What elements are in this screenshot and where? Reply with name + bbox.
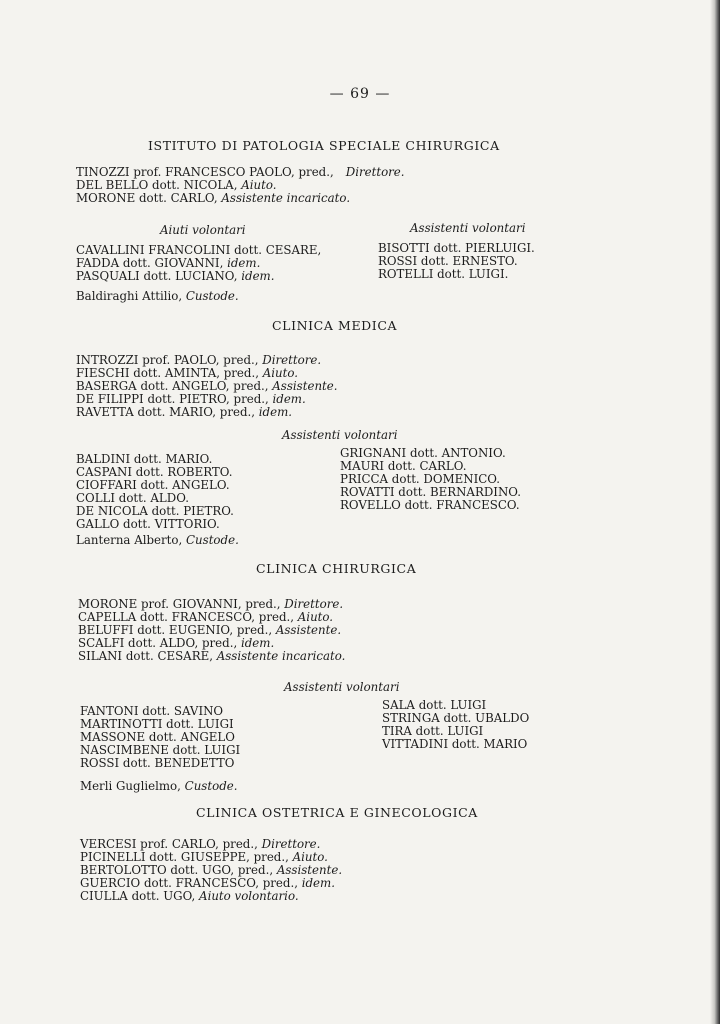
- staff-list: [78, 598, 345, 663]
- list-item: ROSSI dott. BENEDETTO: [80, 755, 235, 770]
- staff-line: BELUFFI dott. EUGENIO, pred., Assistente.: [78, 622, 342, 637]
- list-item: DE NICOLA dott. PIETRO.: [76, 503, 234, 518]
- left-list: [76, 453, 234, 530]
- staff-line: DEL BELLO dott. NICOLA, Aiuto.: [76, 178, 277, 192]
- list-item: TIRA dott. LUIGI: [382, 723, 484, 738]
- staff-line: RAVETTA dott. MARIO, pred., idem.: [76, 404, 293, 419]
- staff-line: TINOZZI prof. FRANCESCO PAOLO, pred., Direttore.: [76, 165, 405, 179]
- staff-line: PICINELLI dott. GIUSEPPE, pred., Aiuto.: [80, 849, 328, 864]
- list-item: MASSONE dott. ANGELO: [80, 729, 235, 744]
- list-item: STRINGA dott. UBALDO: [382, 710, 530, 725]
- subheading-assistenti-volontari: Assistenti volontari: [284, 680, 400, 694]
- list-item: ROTELLI dott. LUIGI.: [378, 266, 509, 281]
- page-number: — 69 —: [329, 86, 391, 102]
- custode-line: Baldiraghi Attilio, Custode.: [76, 289, 239, 303]
- left-list: [76, 244, 321, 283]
- staff-list: [80, 838, 342, 903]
- staff-line: DE FILIPPI dott. PIETRO, pred., idem.: [76, 391, 306, 406]
- staff-line: MORONE prof. GIOVANNI, pred., Direttore.: [78, 597, 344, 611]
- list-item: VITTADINI dott. MARIO: [382, 736, 528, 751]
- staff-line: CAPELLA dott. FRANCESCO, pred., Aiuto.: [78, 609, 334, 624]
- list-item: GRIGNANI dott. ANTONIO.: [340, 446, 506, 460]
- list-item: GALLO dott. VITTORIO.: [76, 516, 220, 531]
- staff-line: VERCESI prof. CARLO, pred., Direttore.: [80, 837, 321, 851]
- list-item: ROSSI dott. ERNESTO.: [378, 253, 518, 268]
- list-item: CIOFFARI dott. ANGELO.: [76, 477, 230, 492]
- subheading-aiuti-volontari: Aiuti volontari: [160, 223, 246, 237]
- staff-line: GUERCIO dott. FRANCESCO, pred., idem.: [80, 875, 335, 890]
- left-list: [80, 705, 240, 770]
- list-item: COLLI dott. ALDO.: [76, 490, 189, 505]
- staff-line: SCALFI dott. ALDO, pred., idem.: [78, 635, 275, 650]
- section-title: CLINICA MEDICA: [272, 318, 398, 333]
- subheading-assistenti-volontari: Assistenti volontari: [282, 428, 398, 442]
- section-title: ISTITUTO DI PATOLOGIA SPECIALE CHIRURGICA: [148, 138, 500, 153]
- staff-line: INTROZZI prof. PAOLO, pred., Direttore.: [76, 353, 322, 367]
- list-item: CAVALLINI FRANCOLINI dott. CESARE,: [76, 243, 322, 257]
- custode-line: Merli Guglielmo, Custode.: [80, 779, 238, 793]
- list-item: PRICCA dott. DOMENICO.: [340, 471, 500, 486]
- staff-line: MORONE dott. CARLO, Assistente incaricato.: [76, 191, 351, 205]
- list-item: ROVELLO dott. FRANCESCO.: [340, 497, 520, 512]
- staff-line: BASERGA dott. ANGELO, pred., Assistente.: [76, 378, 338, 393]
- list-item: BALDINI dott. MARIO.: [76, 452, 213, 466]
- list-item: MAURI dott. CARLO.: [340, 458, 467, 473]
- list-item: FANTONI dott. SAVINO: [80, 704, 224, 718]
- right-list: [382, 699, 529, 751]
- list-item: NASCIMBENE dott. LUIGI: [80, 742, 241, 757]
- list-item: FADDA dott. GIOVANNI, idem.: [76, 255, 261, 270]
- list-item: PASQUALI dott. LUCIANO, idem.: [76, 268, 275, 283]
- right-list: [378, 242, 535, 281]
- list-item: MARTINOTTI dott. LUIGI: [80, 716, 234, 731]
- page-edge-shadow: [710, 0, 720, 1024]
- staff-line: FIESCHI dott. AMINTA, pred., Aiuto.: [76, 365, 298, 380]
- subheading-assistenti-volontari: Assistenti volontari: [410, 221, 526, 235]
- section-title: CLINICA CHIRURGICA: [256, 561, 417, 576]
- section-title: CLINICA OSTETRICA E GINECOLOGICA: [196, 805, 478, 820]
- list-item: BISOTTI dott. PIERLUIGI.: [378, 241, 535, 255]
- staff-list: [76, 354, 338, 419]
- custode-line: Lanterna Alberto, Custode.: [76, 533, 239, 547]
- list-item: CASPANI dott. ROBERTO.: [76, 464, 233, 479]
- right-list: [340, 447, 521, 512]
- staff-line: SILANI dott. CESARE, Assistente incaricato.: [78, 648, 346, 663]
- list-item: SALA dott. LUIGI: [382, 698, 487, 712]
- staff-line: CIULLA dott. UGO, Aiuto volontario.: [80, 888, 299, 903]
- list-item: ROVATTI dott. BERNARDINO.: [340, 484, 521, 499]
- staff-line: BERTOLOTTO dott. UGO, pred., Assistente.: [80, 862, 343, 877]
